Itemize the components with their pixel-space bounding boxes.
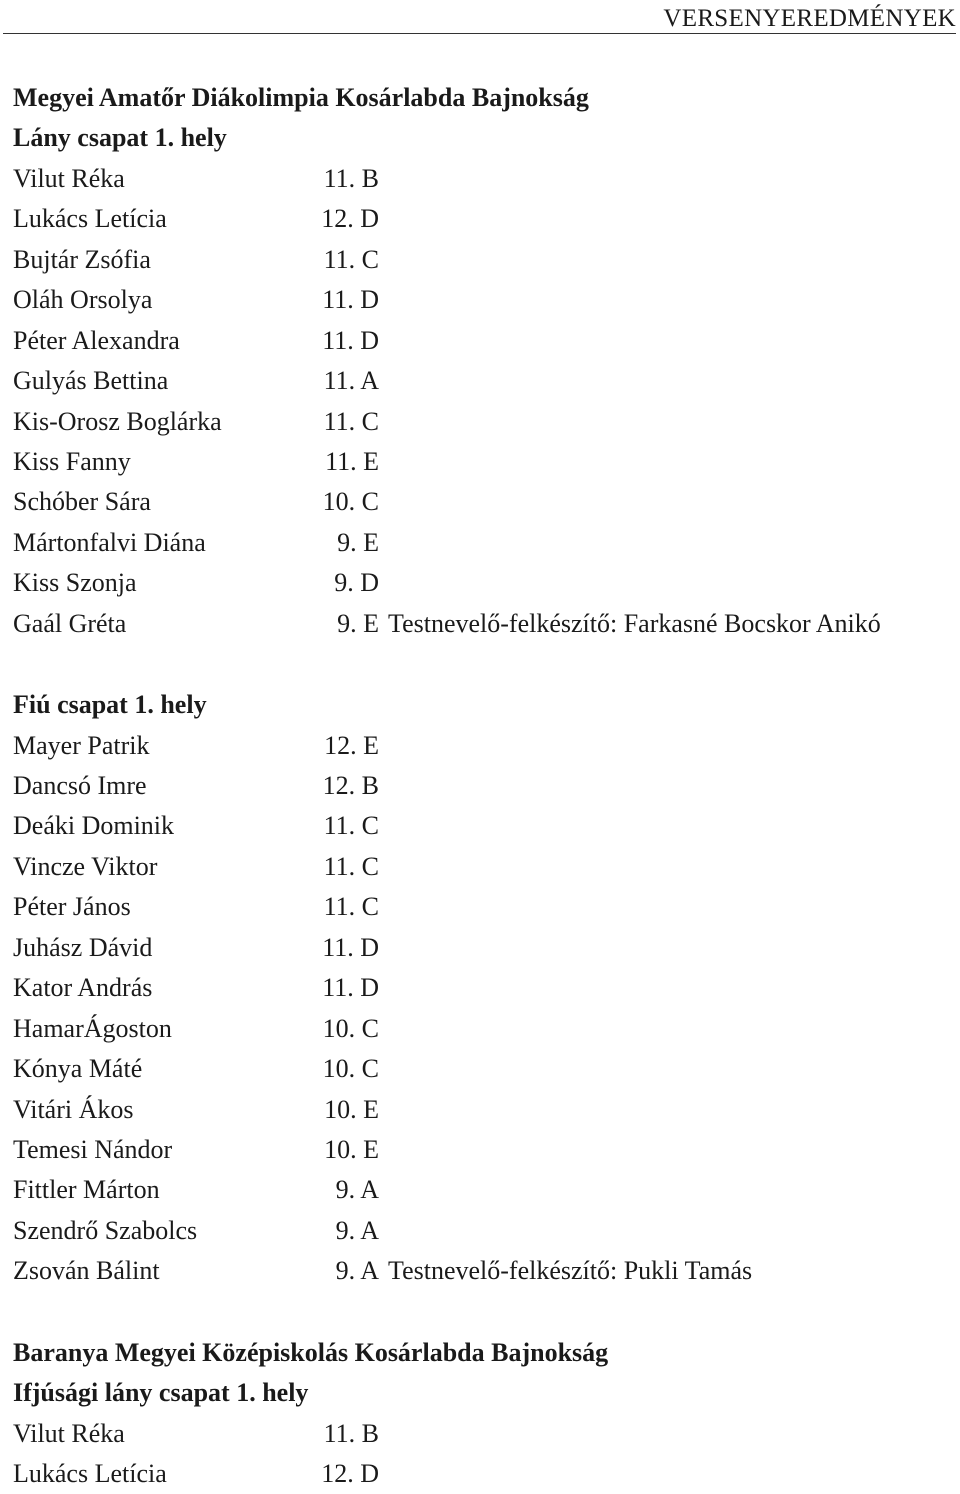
running-header: VERSENYEREDMÉNYEK — [663, 5, 956, 32]
results-content — [13, 78, 953, 1494]
player-name: Péter János — [13, 892, 131, 922]
player-class: 11. B — [323, 1418, 379, 1448]
player-name: Kiss Fanny — [13, 446, 131, 476]
player-name: Kis-Orosz Boglárka — [13, 406, 222, 436]
player-class: 11. D — [322, 325, 379, 355]
player-row — [13, 199, 953, 239]
player-row — [13, 1414, 953, 1454]
team-spacer — [13, 644, 953, 685]
player-name: Deáki Dominik — [13, 811, 175, 841]
player-class: 11. D — [322, 973, 379, 1003]
player-class: 9. A — [335, 1256, 379, 1286]
player-row — [13, 968, 953, 1008]
player-class: 10. C — [322, 1013, 379, 1043]
player-row — [13, 1009, 953, 1049]
player-class: 11. E — [325, 446, 379, 476]
player-row — [13, 1049, 953, 1089]
player-row — [13, 1211, 953, 1251]
player-name: Vilut Réka — [13, 1418, 125, 1448]
player-class: 10. E — [324, 1134, 379, 1164]
player-name: Szendrő Szabolcs — [13, 1215, 198, 1245]
player-name: Lukács Letícia — [13, 1459, 167, 1488]
player-row — [13, 1454, 953, 1494]
player-class: 9. D — [334, 568, 379, 598]
player-name: Mayer Patrik — [13, 730, 150, 760]
player-row — [13, 1170, 953, 1210]
player-class: 11. B — [323, 163, 379, 193]
player-name: Gulyás Bettina — [13, 366, 169, 396]
player-row — [13, 726, 953, 766]
player-class: 10. C — [322, 487, 379, 517]
player-row — [13, 361, 953, 401]
player-row — [13, 928, 953, 968]
player-class: 12. B — [322, 771, 379, 800]
player-row — [13, 240, 953, 280]
player-name: Bujtár Zsófia — [13, 244, 151, 274]
player-name: Dancsó Imre — [13, 771, 147, 800]
coach-note: Testnevelő-felkészítő: Pukli Tamás — [388, 1256, 753, 1286]
coach-note: Testnevelő-felkészítő: Farkasné Bocskor Anikó — [388, 608, 881, 638]
player-class: 11. C — [323, 892, 379, 922]
player-name: Juhász Dávid — [13, 932, 153, 962]
player-class: 9. E — [337, 527, 379, 557]
player-class: 11. C — [323, 811, 379, 841]
player-name: Gaál Gréta — [13, 608, 127, 638]
player-name: Oláh Orsolya — [13, 285, 153, 315]
player-row — [13, 766, 953, 806]
player-class: 11. D — [322, 932, 379, 962]
team-heading: Ifjúsági lány csapat 1. hely — [13, 1378, 309, 1408]
player-class: 9. A — [335, 1215, 379, 1245]
header-divider — [3, 33, 956, 34]
player-class: 11. C — [323, 406, 379, 436]
player-class: 12. E — [324, 730, 379, 760]
player-name: Fittler Márton — [13, 1175, 160, 1205]
player-class: 10. E — [324, 1094, 379, 1124]
player-class: 11. D — [322, 285, 379, 315]
player-name: Lukács Letícia — [13, 204, 167, 234]
competition-title: Baranya Megyei Középiskolás Kosárlabda Bajnokság — [13, 1337, 609, 1367]
player-class: 12. D — [321, 1459, 379, 1488]
player-class: 9. A — [335, 1175, 379, 1205]
player-name: Kiss Szonja — [13, 568, 137, 598]
player-row — [13, 442, 953, 482]
player-row — [13, 604, 953, 644]
player-row — [13, 563, 953, 603]
player-class: 12. D — [321, 204, 379, 234]
player-class: 10. C — [322, 1054, 379, 1084]
player-row — [13, 1251, 953, 1291]
player-row — [13, 482, 953, 522]
player-row — [13, 847, 953, 887]
player-row — [13, 523, 953, 563]
player-name: Zsován Bálint — [13, 1256, 160, 1286]
player-row — [13, 887, 953, 927]
player-row — [13, 402, 953, 442]
player-name: Kónya Máté — [13, 1054, 143, 1084]
player-name: Mártonfalvi Diána — [13, 527, 206, 557]
player-row — [13, 321, 953, 361]
player-name: Schóber Sára — [13, 487, 151, 517]
player-name: HamarÁgoston — [13, 1013, 172, 1043]
player-class: 11. C — [323, 244, 379, 274]
player-name: Temesi Nándor — [13, 1134, 173, 1164]
player-name: Vitári Ákos — [13, 1094, 134, 1124]
player-row — [13, 159, 953, 199]
player-row — [13, 806, 953, 846]
player-name: Vincze Viktor — [13, 851, 158, 881]
player-name: Vilut Réka — [13, 163, 125, 193]
player-name: Kator András — [13, 973, 153, 1003]
player-row — [13, 1090, 953, 1130]
team-heading: Lány csapat 1. hely — [13, 123, 227, 153]
team-heading: Fiú csapat 1. hely — [13, 690, 207, 720]
player-class: 9. E — [337, 608, 379, 638]
section-spacer — [13, 1292, 953, 1333]
player-name: Péter Alexandra — [13, 325, 180, 355]
player-row — [13, 280, 953, 320]
player-class: 11. C — [323, 851, 379, 881]
player-row — [13, 1130, 953, 1170]
player-class: 11. A — [323, 366, 379, 396]
competition-title: Megyei Amatőr Diákolimpia Kosárlabda Bajnokság — [13, 83, 589, 112]
